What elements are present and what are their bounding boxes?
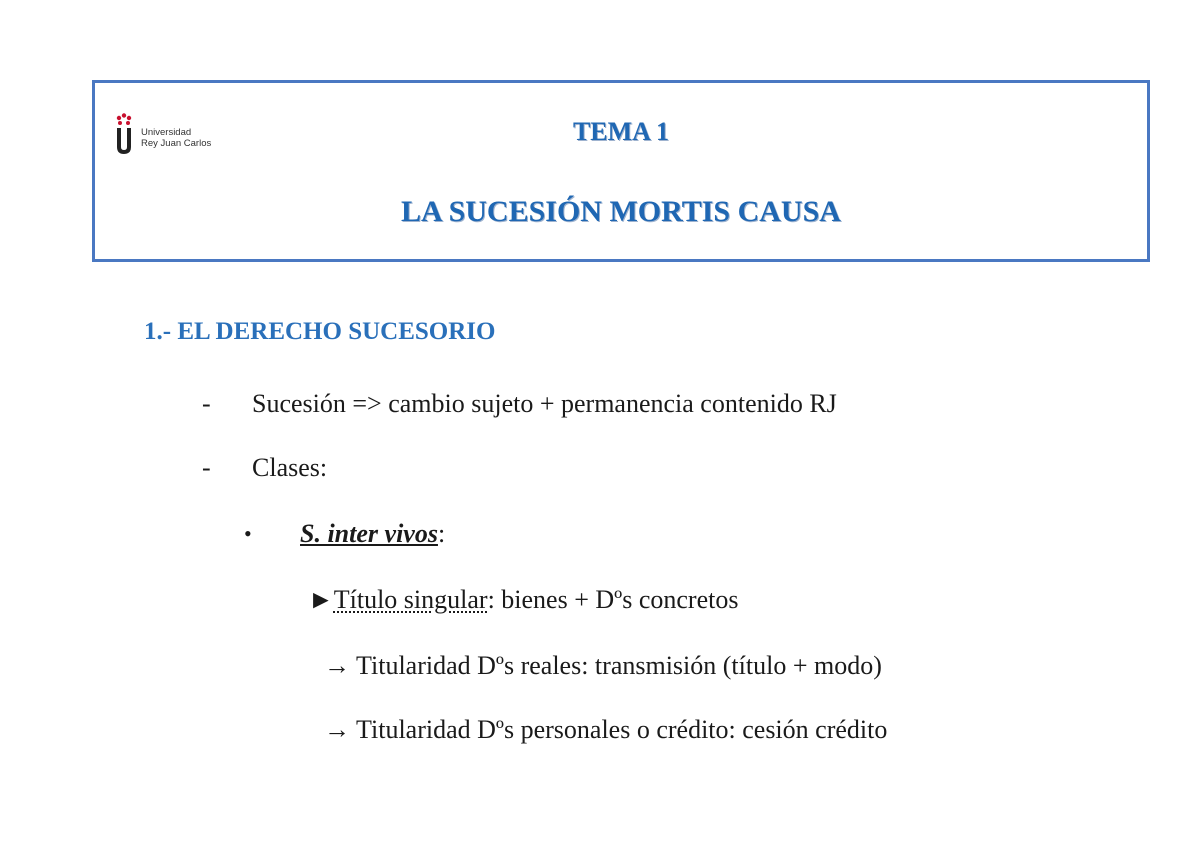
logo-text-line1: Universidad (141, 127, 192, 138)
list-dash: - (202, 389, 211, 418)
titulo-singular-label: Título singular (333, 585, 488, 614)
arrow-item-text: Titularidad Dºs reales: transmisión (título + modo) (356, 651, 882, 680)
triangle-right-icon: ► (308, 585, 334, 614)
arrow-right-icon: → (324, 715, 350, 744)
arrow-item-personales (324, 714, 887, 746)
logo-text-line2: Rey Juan Carlos (141, 138, 212, 149)
header-box (92, 80, 1150, 262)
arrow-right-icon: → (324, 651, 350, 680)
list-item-clases: Clases: (252, 453, 328, 482)
subitem-label: S. inter vivos (300, 519, 438, 548)
subitem-suffix: : (437, 519, 446, 548)
list-dash: - (202, 453, 211, 482)
titulo-singular-suffix: : bienes + Dºs concretos (487, 585, 739, 614)
section-heading: 1.- EL DERECHO SUCESORIO (144, 318, 496, 345)
bullet-icon: • (244, 521, 252, 546)
titulo-singular-line (308, 584, 738, 616)
document-title: LA SUCESIÓN MORTIS CAUSA (401, 195, 841, 228)
tema-label: TEMA 1 (572, 117, 670, 146)
subitem-inter-vivos (300, 518, 445, 550)
list-item-sucesion: Sucesión => cambio sujeto + permanencia contenido RJ (252, 389, 837, 418)
arrow-item-reales (324, 650, 882, 682)
arrow-item-text: Titularidad Dºs personales o crédito: cesión crédito (356, 715, 888, 744)
